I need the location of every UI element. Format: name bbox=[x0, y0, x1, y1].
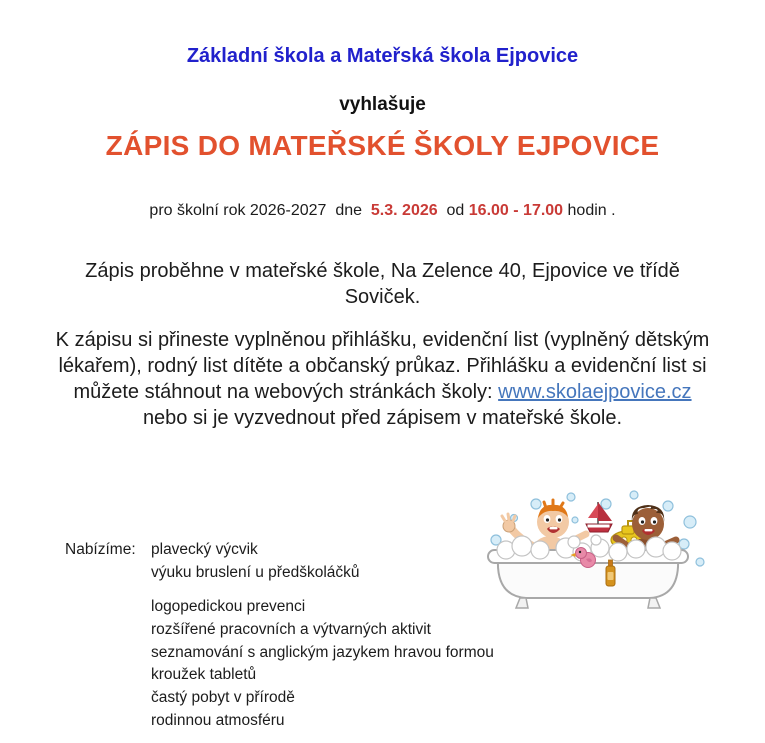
date-line bbox=[0, 202, 765, 220]
time-value: 16.00 - 17.00 bbox=[468, 202, 564, 219]
offer-list-first bbox=[151, 539, 360, 584]
offer-section bbox=[65, 539, 360, 584]
offer-list-second bbox=[151, 596, 494, 733]
offer-item: častý pobyt v přírodě bbox=[151, 689, 295, 707]
offer-label: Nabízíme: bbox=[65, 541, 136, 558]
school-website-link[interactable]: www.skolaejpovice.cz bbox=[498, 381, 692, 403]
date-line-prefix: pro školní rok 2026-2027 dne bbox=[149, 202, 371, 219]
requirements-text-before-link: K zápisu si přineste vyplněnou přihlášku, evidenční list (vyplněný dětským lékařem), rodný list dítěte a občanský průkaz. Přihlášku a evidenční list si můžete stáhnout na webových stránkách školy: bbox=[55, 329, 710, 403]
date-line-middle: od bbox=[437, 202, 469, 219]
requirements-paragraph bbox=[55, 327, 710, 431]
offer-section-continued bbox=[151, 596, 494, 733]
announces-text: vyhlašuje bbox=[339, 94, 426, 115]
offer-item: kroužek tabletů bbox=[151, 666, 257, 684]
offer-item: rodinnou atmosféru bbox=[151, 711, 285, 729]
kids-in-bathtub-illustration bbox=[478, 488, 712, 622]
requirements-text-after-link: nebo si je vyzvednout před zápisem v mateřské škole. bbox=[142, 407, 623, 429]
offer-item: logopedickou prevenci bbox=[151, 598, 306, 615]
date-value: 5.3. 2026 bbox=[370, 202, 438, 219]
date-line-suffix: hodin . bbox=[563, 202, 616, 219]
school-title: Základní škola a Mateřská škola Ejpovice bbox=[186, 45, 579, 67]
offer-item: plavecký výcvik bbox=[151, 541, 258, 558]
offer-item: výuku bruslení u předškoláčků bbox=[151, 563, 360, 581]
enrollment-headline: ZÁPIS DO MATEŘSKÉ ŠKOLY EJPOVICE bbox=[105, 130, 660, 161]
offer-item: rozšířené pracovních a výtvarných aktivit bbox=[151, 620, 431, 638]
offer-item: seznamování s anglickým jazykem hravou formou bbox=[151, 643, 494, 661]
location-paragraph: Zápis proběhne v mateřské škole, Na Zelence 40, Ejpovice ve třídě Soviček. bbox=[85, 260, 680, 308]
